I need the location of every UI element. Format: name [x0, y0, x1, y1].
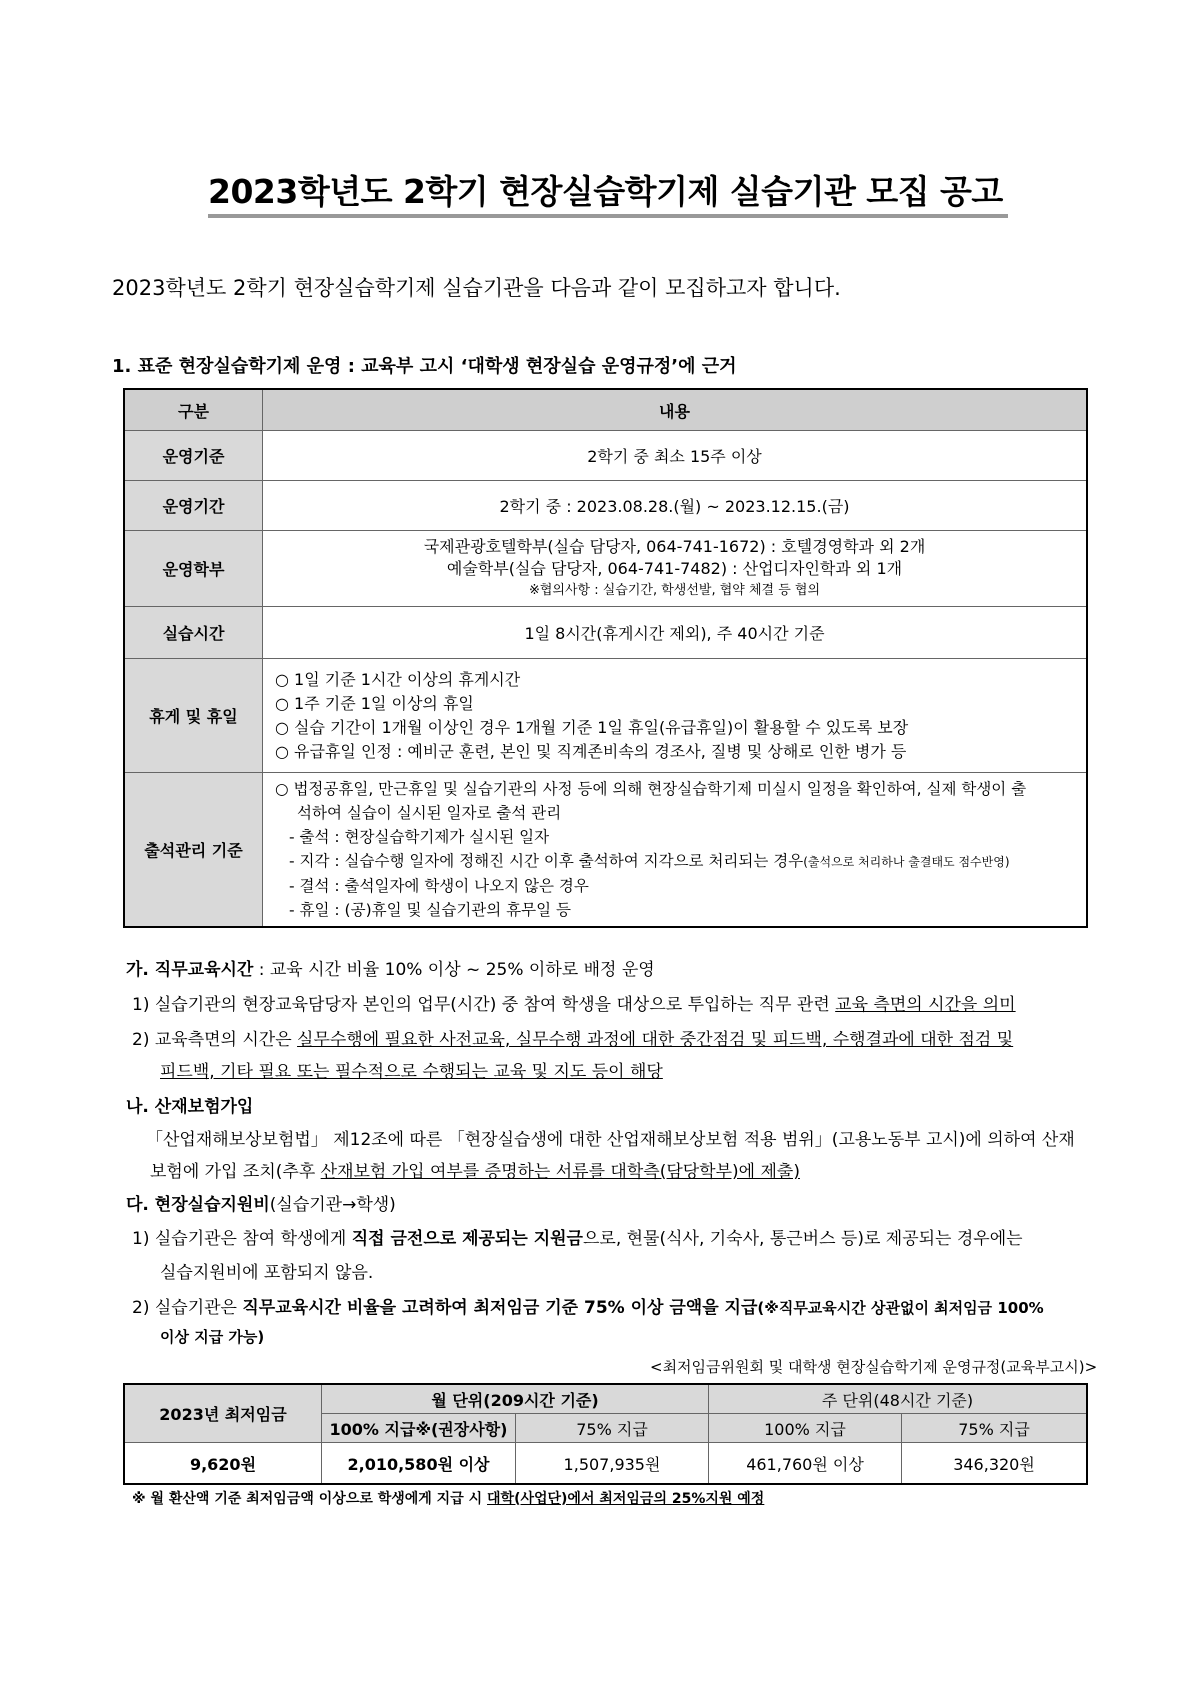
row-key: 운영기준	[124, 431, 263, 481]
min-wage-table	[123, 1383, 1088, 1485]
table-row	[124, 607, 1087, 659]
da-item-1-c: 으로, 현물(식사, 기숙사, 통근버스 등)로 제공되는 경우에는	[582, 1229, 1023, 1249]
table-header-row	[124, 1384, 1087, 1414]
cell-week-75: 346,320원	[902, 1443, 1088, 1485]
ga-title: 가. 직무교육시간	[126, 960, 254, 980]
section-1-heading: 1. 표준 현장실습학기제 운영 : 교육부 고시 ‘대학생 현장실습 운영규정’에 근거	[112, 356, 737, 377]
cell-month-75: 1,507,935원	[516, 1443, 709, 1485]
ga-item-1-text: 1) 실습기관의 현장교육담당자 본인의 업무(시간) 중 참여 학생을 대상으로 투입하는 직무 관련	[132, 995, 836, 1015]
section-da-heading	[126, 1190, 396, 1215]
attendance-item: - 휴일 : (공)휴일 및 실습기관의 휴무일 등	[289, 901, 571, 919]
da-item-1	[132, 1224, 1023, 1249]
row-key: 휴게 및 휴일	[124, 659, 263, 773]
row-value	[263, 773, 1088, 928]
late-text: - 지각 : 실습수행 일자에 정해진 시간 이후 출석하여 지각으로 처리되는 경우	[289, 852, 804, 870]
footnote	[132, 1488, 764, 1508]
header-month-100: 100% 지급※(권장사항)	[322, 1414, 516, 1443]
section-ga-heading	[126, 955, 655, 980]
attendance-item: 석하여 실습이 실시된 일자로 출석 관리	[297, 804, 562, 822]
row-key: 운영기간	[124, 481, 263, 531]
da-desc: (실습기관→학생)	[269, 1195, 396, 1215]
ga-item-2-cont: 피드백, 기타 필요 또는 필수적으로 수행되는 교육 및 지도 등이 해당	[160, 1062, 663, 1082]
intro-text: 2023학년도 2학기 현장실습학기제 실습기관을 다음과 같이 모집하고자 합니다.	[112, 276, 841, 300]
row-value: 2학기 중 최소 15주 이상	[263, 431, 1088, 481]
da-item-2-cont: 이상 지급 가능)	[160, 1328, 265, 1346]
da-title: 다. 현장실습지원비	[126, 1195, 270, 1215]
table-row	[124, 773, 1087, 928]
na-line-1: 「산업재해보상보험법」 제12조에 따른 「현장실습생에 대한 산업재해보상보험 적용 범위」(고용노동부 고시)에 의하여 산재	[146, 1130, 1075, 1150]
late-note: (출석으로 처리하나 출결태도 점수반영)	[803, 855, 1010, 869]
header-month: 월 단위(209시간 기준)	[322, 1384, 709, 1414]
header-category: 구분	[124, 389, 263, 431]
table-header-row	[124, 389, 1087, 431]
rest-item: ○ 유급휴일 인정 : 예비군 훈련, 본인 및 직계존비속의 경조사, 질병 및 상해로 인한 병가 등	[275, 741, 907, 761]
attendance-item: - 출석 : 현장실습학기제가 실시된 일자	[289, 828, 550, 846]
na-line-2-underline: 산재보험 가입 여부를 증명하는 서류를 대학측(담당학부)에 제출)	[320, 1162, 800, 1182]
table-row	[124, 531, 1087, 607]
section-na-heading: 나. 산재보험가입	[126, 1097, 254, 1117]
da-item-2	[132, 1293, 1044, 1318]
header-month-75: 75% 지급	[516, 1414, 709, 1443]
header-week-75: 75% 지급	[902, 1414, 1088, 1443]
na-line-2-text: 보험에 가입 조치(추후	[150, 1162, 321, 1182]
ga-item-2-underline: 실무수행에 필요한 사전교육, 실무수행 과정에 대한 중간점검 및 피드백, 수행결과에 대한 점검 및	[297, 1030, 1014, 1050]
row-value	[263, 659, 1088, 773]
attendance-item: ○ 법정공휴일, 만근휴일 및 실습기관의 사정 등에 의해 현장실습학기제 미실시 일정을 확인하여, 실제 학생이 출	[275, 780, 1027, 798]
table-row	[124, 659, 1087, 773]
attendance-item: - 결석 : 출석일자에 학생이 나오지 않은 경우	[289, 877, 589, 895]
operation-table	[123, 388, 1088, 928]
da-item-2-a: 2) 실습기관은	[132, 1298, 243, 1318]
row-key: 출석관리 기준	[124, 773, 263, 928]
ga-item-2-text: 2) 교육측면의 시간은	[132, 1030, 298, 1050]
rest-item: ○ 실습 기간이 1개월 이상인 경우 1개월 기준 1일 휴일(유급휴일)이 활용할 수 있도록 보장	[275, 717, 909, 737]
attendance-item	[275, 849, 1074, 874]
da-item-2-c: (※직무교육시간 상관없이 최저임금 100%	[757, 1299, 1044, 1317]
da-item-1-b: 직접 금전으로 제공되는 지원금	[351, 1229, 583, 1249]
footnote-underline: 대학(사업단)에서 최저임금의 25%지원 예정	[487, 1491, 765, 1507]
header-week-100: 100% 지급	[709, 1414, 902, 1443]
ga-desc: : 교육 시간 비율 10% 이상 ~ 25% 이하로 배정 운영	[253, 960, 655, 980]
header-content: 내용	[263, 389, 1088, 431]
rest-item: ○ 1일 기준 1시간 이상의 휴게시간	[275, 669, 521, 689]
cell-month-100: 2,010,580원 이상	[322, 1443, 516, 1485]
da-item-1-a: 1) 실습기관은 참여 학생에게	[132, 1229, 352, 1249]
footnote-text: ※ 월 환산액 기준 최저임금액 이상으로 학생에게 지급 시	[132, 1491, 488, 1507]
row-key: 실습시간	[124, 607, 263, 659]
page-title: 2023학년도 2학기 현장실습학기제 실습기관 모집 공고	[208, 172, 1003, 211]
dept-line: 예술학부(실습 담당자, 064-741-7482) : 산업디자인학과 외 1개	[446, 558, 903, 578]
table-row	[124, 481, 1087, 531]
table-row	[124, 431, 1087, 481]
rest-item: ○ 1주 기준 1일 이상의 휴일	[275, 693, 474, 713]
cell-wage: 9,620원	[124, 1443, 322, 1485]
table-row	[124, 1443, 1087, 1485]
da-item-2-b: 직무교육시간 비율을 고려하여 최저임금 기준 75% 이상 금액을 지급	[242, 1298, 758, 1318]
ga-item-1-underline: 교육 측면의 시간을 의미	[835, 995, 1016, 1015]
row-value	[263, 531, 1088, 607]
header-year: 2023년 최저임금	[124, 1384, 322, 1443]
source-note: <최저임금위원회 및 대학생 현장실습학기제 운영규정(교육부고시)>	[650, 1358, 1098, 1376]
row-value: 2학기 중 : 2023.08.28.(월) ~ 2023.12.15.(금)	[263, 481, 1088, 531]
title-underline	[208, 214, 1008, 218]
dept-line: 국제관광호텔학부(실습 담당자, 064-741-1672) : 호텔경영학과 외 2개	[423, 536, 926, 556]
header-week: 주 단위(48시간 기준)	[709, 1384, 1088, 1414]
na-line-2	[150, 1157, 800, 1182]
cell-week-100: 461,760원 이상	[709, 1443, 902, 1485]
ga-item-1	[132, 990, 1016, 1015]
ga-item-2	[132, 1025, 1013, 1050]
da-item-1-cont: 실습지원비에 포함되지 않음.	[160, 1263, 374, 1283]
row-value: 1일 8시간(휴게시간 제외), 주 40시간 기준	[263, 607, 1088, 659]
dept-note: ※협의사항 : 실습기간, 학생선발, 협약 체결 등 협의	[528, 582, 821, 598]
row-key: 운영학부	[124, 531, 263, 607]
